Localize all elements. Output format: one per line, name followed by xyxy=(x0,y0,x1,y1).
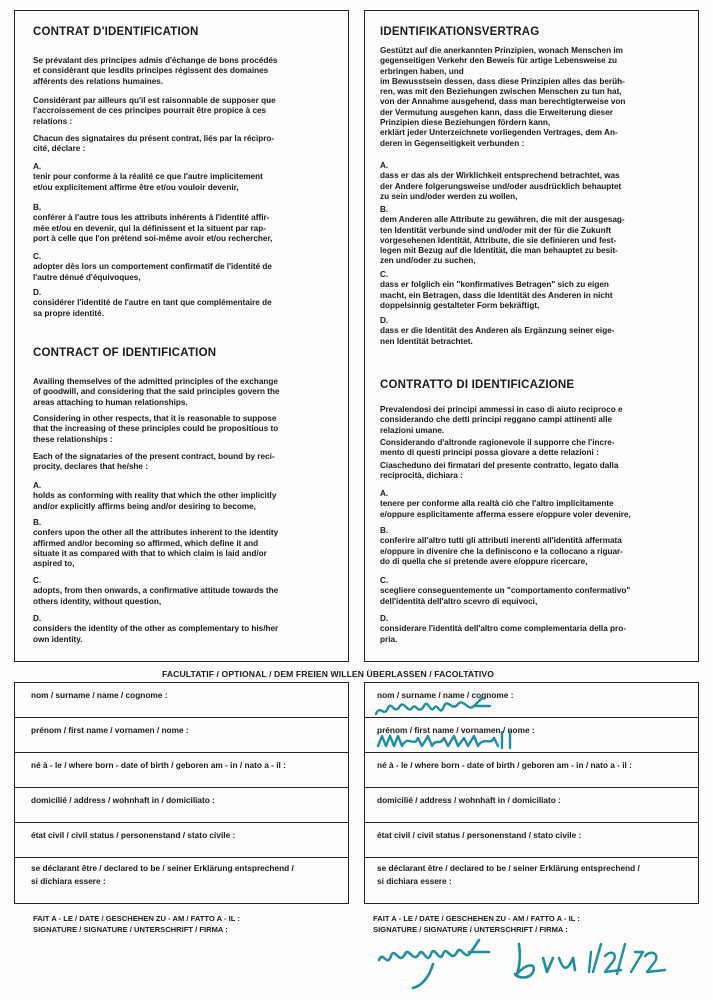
form-rule xyxy=(14,717,349,718)
heading-fr: CONTRAT D'IDENTIFICATION xyxy=(33,26,199,38)
clause-en-a: A. holds as conforming with reality that which the other implicitly and/or explicitly affirms being and/or desiring to become, xyxy=(33,481,277,511)
field-label-first-name: prénom / first name / vornamen / nome : xyxy=(377,725,535,735)
field-label-declared: se déclarant être / declared to be / seiner Erklärung entsprechend / xyxy=(377,863,640,873)
field-label-address: domicilié / address / wohnhaft in / domiciliato : xyxy=(31,795,215,805)
clause-it-d: D. considerare l'identità dell'altro come complementaria della pro- pria. xyxy=(380,614,626,644)
paragraph-en-2: Considering in other respects, that it is reasonable to suppose that the increasing of these principles could be propositious to these relationships : xyxy=(33,414,279,444)
clause-fr-c: C. adopter dès lors un comportement confirmatif de l'identité de l'autre dénué d'équivoques, xyxy=(33,252,272,282)
form-rule xyxy=(14,787,349,788)
field-label-birth: né à - le / where born - date of birth / geboren am - in / nato a - il : xyxy=(377,760,632,770)
field-label-surname: nom / surname / name / cognome : xyxy=(377,690,514,700)
clause-en-d: D. considers the identity of the other as complementary to his/her own identity. xyxy=(33,614,279,644)
footer-signature-label: SIGNATURE / SIGNATURE / UNTERSCHRIFT / FIRMA : xyxy=(373,925,568,934)
field-label-declared-it: si dichiara essere : xyxy=(31,876,106,886)
clause-fr-d: D. considérer l'identité de l'autre en tant que complémentaire de sa propre identité. xyxy=(33,288,272,318)
form-rule xyxy=(14,752,349,753)
paragraph-de-1: Gestützt auf die anerkannten Prinzipien, wonach Menschen im gegenseitigen Verkehr den Beweis für artige Lebensweise zu erbringen haben, und im Bewusstsein dessen, dass diese Prinzipien alles das berüh- ren, was mit den Beziehungen zwischen Menschen zu tun hat, von der Annahme ausgehend, dass man berechtigterweise von der Vermutung ausgehen kann, dass die Erweiterung dieser Prinzipien diese Beziehungen fördern kann, erklärt jeder Unterzeichnete vorliegenden Vertrages, dem An- deren in Gegenseitigkeit verbunden : xyxy=(380,46,626,148)
form-title: FACULTATIF / OPTIONAL / DEM FREIEN WILLEN ÜBERLASSEN / FACOLTATIVO xyxy=(162,669,495,679)
paragraph-fr-1: Se prévalant des principes admis d'échange de bons procédés et considérant que lesdits principes régissent des domaines afférents des relations humaines. xyxy=(33,56,278,86)
clause-it-a: A. tenere per conforme alla realtà ciò che l'altro implicitamente e/oppure esplicitamente afferma essere e/oppure voler devenire, xyxy=(380,489,631,519)
clause-fr-b: B. conférer à l'autre tous les attributs inhérents à l'identité affir- mée et/ou en devenir, qui la définissent et la situent par rap- port à celle que l'on prétend soi-même avoir et/ou rechercher, xyxy=(33,203,273,243)
paragraph-it-2: Considerando d'altronde ragionevole il supporre che l'incre- mento di questi principi possa giovare a dette relazioni : xyxy=(380,438,615,458)
form-rule xyxy=(14,822,349,823)
form-rule xyxy=(364,787,699,788)
heading-de: IDENTIFIKATIONSVERTRAG xyxy=(380,26,540,38)
field-label-birth: né à - le / where born - date of birth / geboren am - in / nato a - il : xyxy=(31,760,286,770)
field-label-address: domicilié / address / wohnhaft in / domiciliato : xyxy=(377,795,561,805)
paragraph-it-1: Prevalendosi dei principi ammessi in caso di aiuto reciproco e considerando che detti principi reggano campi attinenti alle relazioni umane. xyxy=(380,405,623,435)
footer-date-label: FAIT A - LE / DATE / GESCHEHEN ZU - AM / FATTO A - IL : xyxy=(373,914,580,923)
paragraph-fr-2: Considérant par ailleurs qu'il est raisonnable de supposer que l'accroissement de ces principes pourrait être propice à ces relations : xyxy=(33,96,276,126)
field-label-civil-status: état civil / civil status / personenstand / stato civile : xyxy=(31,830,236,840)
heading-it: CONTRATTO DI IDENTIFICAZIONE xyxy=(380,379,575,391)
form-rule xyxy=(14,857,349,858)
paragraph-fr-3: Chacun des signataires du présent contrat, liés par la récipro- cité, déclare : xyxy=(33,134,275,154)
handwritten-first-name xyxy=(374,728,534,754)
handwritten-signature xyxy=(373,934,683,992)
field-label-declared: se déclarant être / declared to be / seiner Erklärung entsprechend / xyxy=(31,863,294,873)
field-label-surname: nom / surname / name / cognome : xyxy=(31,690,168,700)
heading-en: CONTRACT OF IDENTIFICATION xyxy=(33,347,217,359)
clause-de-a: A. dass er das als der Wirklichkeit entsprechend betrachtet, was der Andere folgerungsweise und/oder ausdrücklich behauptet zu sein und/oder werden zu wollen, xyxy=(380,161,622,201)
clause-de-b: B. dem Anderen alle Attribute zu gewähren, die mit der ausgesag- ten Identität verbunde sind und/oder mit der für die Zukunft vorgesehenen Identität, Attribute, die sie definieren und fest- legen mit Bezug auf die Identität, die man behauptet zu besit- zen und/oder zu suchen, xyxy=(380,205,625,266)
field-label-declared-it: si dichiara essere : xyxy=(377,876,452,886)
clause-it-b: B. conferire all'altro tutti gli attributi inerenti all'identità affermata e/oppure in divenire che la definiscono e la collocano a riguar- do di quella che si pretende avere e/oppure ricercare, xyxy=(380,526,623,566)
clause-de-d: D. dass er die Identität des Anderen als Ergänzung seiner eige- nen Identität betrachtet. xyxy=(380,316,615,346)
paragraph-en-3: Each of the signataries of the present contract, bound by reci- procity, declares that he/she : xyxy=(33,452,275,472)
paragraph-it-3: Ciascheduno dei firmatari del presente contratto, legato dalla reciprocità, dichiara : xyxy=(380,461,619,481)
form-rule xyxy=(364,857,699,858)
clause-en-c: C. adopts, from then onwards, a confirmative attitude towards the others identity, without question, xyxy=(33,576,279,606)
footer-date-label: FAIT A - LE / DATE / GESCHEHEN ZU - AM / FATTO A - IL : xyxy=(33,914,240,923)
field-label-first-name: prénom / first name / vornamen / nome : xyxy=(31,725,189,735)
footer-signature-label: SIGNATURE / SIGNATURE / UNTERSCHRIFT / FIRMA : xyxy=(33,925,228,934)
form-rule xyxy=(364,822,699,823)
handwritten-surname xyxy=(372,694,512,724)
clause-it-c: C. scegliere conseguentemente un "comportamento confermativo" dell'identità dell'altro scevro di equivoci, xyxy=(380,576,631,606)
clause-de-c: C. dass er folglich ein "konfirmatives Betragen" sich zu eigen macht, ein Betragen, dass die Identität des Anderen in nicht doppelsinnig gestalteter Form bekräftigt, xyxy=(380,270,613,310)
field-label-civil-status: état civil / civil status / personenstand / stato civile : xyxy=(377,830,582,840)
paragraph-en-1: Availing themselves of the admitted principles of the exchange of goodwill, and considering that the said principles govern the areas attaching to human relationships. xyxy=(33,377,280,407)
clause-fr-a: A. tenir pour conforme à la réalité ce que l'autre implicitement et/ou explicitement affirme être et/ou vouloir devenir, xyxy=(33,162,263,192)
clause-en-b: B. confers upon the other all the attributes inherent to the identity affirmed and/or becoming so affirmed, which define it and situate it as compared with that to which claim is laid and/or aspired to, xyxy=(33,518,279,569)
